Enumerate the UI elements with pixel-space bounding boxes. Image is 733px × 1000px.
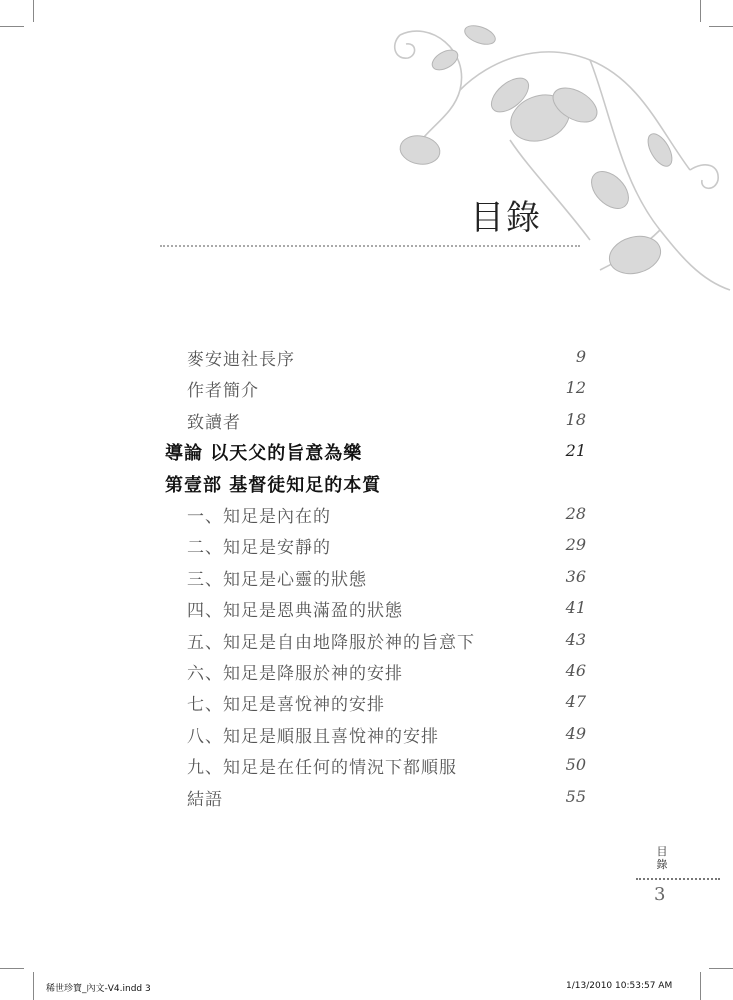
title-divider xyxy=(160,245,580,247)
toc-entry xyxy=(0,376,733,407)
toc-entry xyxy=(0,785,733,816)
toc-entry-title: 九、知足是在任何的情況下都順服 xyxy=(187,758,457,779)
toc-entry-title: 四、知足是恩典滿盈的狀態 xyxy=(187,601,403,622)
crop-mark xyxy=(0,26,24,27)
toc-entry xyxy=(0,565,733,596)
toc-entry-title: 第壹部 基督徒知足的本質 xyxy=(165,474,382,496)
page-number: 3 xyxy=(654,884,666,905)
toc-entry-page: 55 xyxy=(565,786,586,806)
toc-entry-page: 50 xyxy=(565,755,586,775)
crop-mark xyxy=(709,968,733,969)
toc-entry xyxy=(0,471,733,502)
toc-entry-page: 28 xyxy=(565,504,586,523)
toc-entry-title: 八、知足是順服且喜悅神的安排 xyxy=(187,726,439,747)
toc-entry-page: 47 xyxy=(565,692,586,712)
toc-entry xyxy=(0,628,733,659)
toc-entry xyxy=(0,533,733,564)
toc-entry-title: 結語 xyxy=(187,789,223,810)
footer-timestamp: 1/13/2010 10:53:57 AM xyxy=(566,981,673,991)
toc-entry xyxy=(0,722,733,753)
toc-entry-title: 七、知足是喜悅神的安排 xyxy=(187,695,385,716)
side-divider xyxy=(636,878,720,880)
toc-entry xyxy=(0,408,733,439)
toc-entry-title: 五、知足是自由地降服於神的旨意下 xyxy=(187,632,475,653)
toc-entry-page: 12 xyxy=(565,378,586,398)
toc-entry-page: 29 xyxy=(565,535,586,555)
crop-mark xyxy=(0,968,24,969)
floral-ornament xyxy=(360,0,733,310)
toc-entry-title: 導論 以天父的旨意為樂 xyxy=(165,443,363,465)
crop-mark xyxy=(33,972,34,1000)
toc-entry xyxy=(0,753,733,784)
toc-entry xyxy=(0,596,733,627)
page-title: 目錄 xyxy=(470,198,542,238)
crop-mark xyxy=(33,0,34,22)
toc-entry xyxy=(0,439,733,470)
toc-entry-title: 作者簡介 xyxy=(187,381,259,402)
toc-entry-title: 麥安迪社長序 xyxy=(187,350,295,370)
toc-entry-page: 49 xyxy=(565,723,586,743)
toc-entry-page: 9 xyxy=(575,347,586,366)
footer-file-label: 稀世珍寶_內文-V4.indd 3 xyxy=(46,984,151,994)
toc-entry-title: 致讀者 xyxy=(187,412,241,433)
toc-entry-page: 46 xyxy=(565,661,586,680)
toc-entry-page: 36 xyxy=(565,566,586,586)
toc-entry-title: 二、知足是安靜的 xyxy=(187,538,331,559)
toc-entry-page: 18 xyxy=(565,409,586,429)
side-tab-label: 目錄 xyxy=(656,845,668,871)
toc-entry xyxy=(0,690,733,721)
toc-entry-page: 21 xyxy=(565,441,586,461)
toc-entry xyxy=(0,345,733,376)
toc-entry-title: 一、知足是內在的 xyxy=(187,507,331,527)
toc-entry xyxy=(0,502,733,533)
crop-mark xyxy=(700,972,701,1000)
toc-entry-page: 43 xyxy=(565,629,586,649)
toc-entry-title: 三、知足是心靈的狀態 xyxy=(187,569,367,590)
toc-entry-title: 六、知足是降服於神的安排 xyxy=(187,664,403,684)
toc-entry-page: 41 xyxy=(565,598,586,618)
toc-entry xyxy=(0,659,733,690)
